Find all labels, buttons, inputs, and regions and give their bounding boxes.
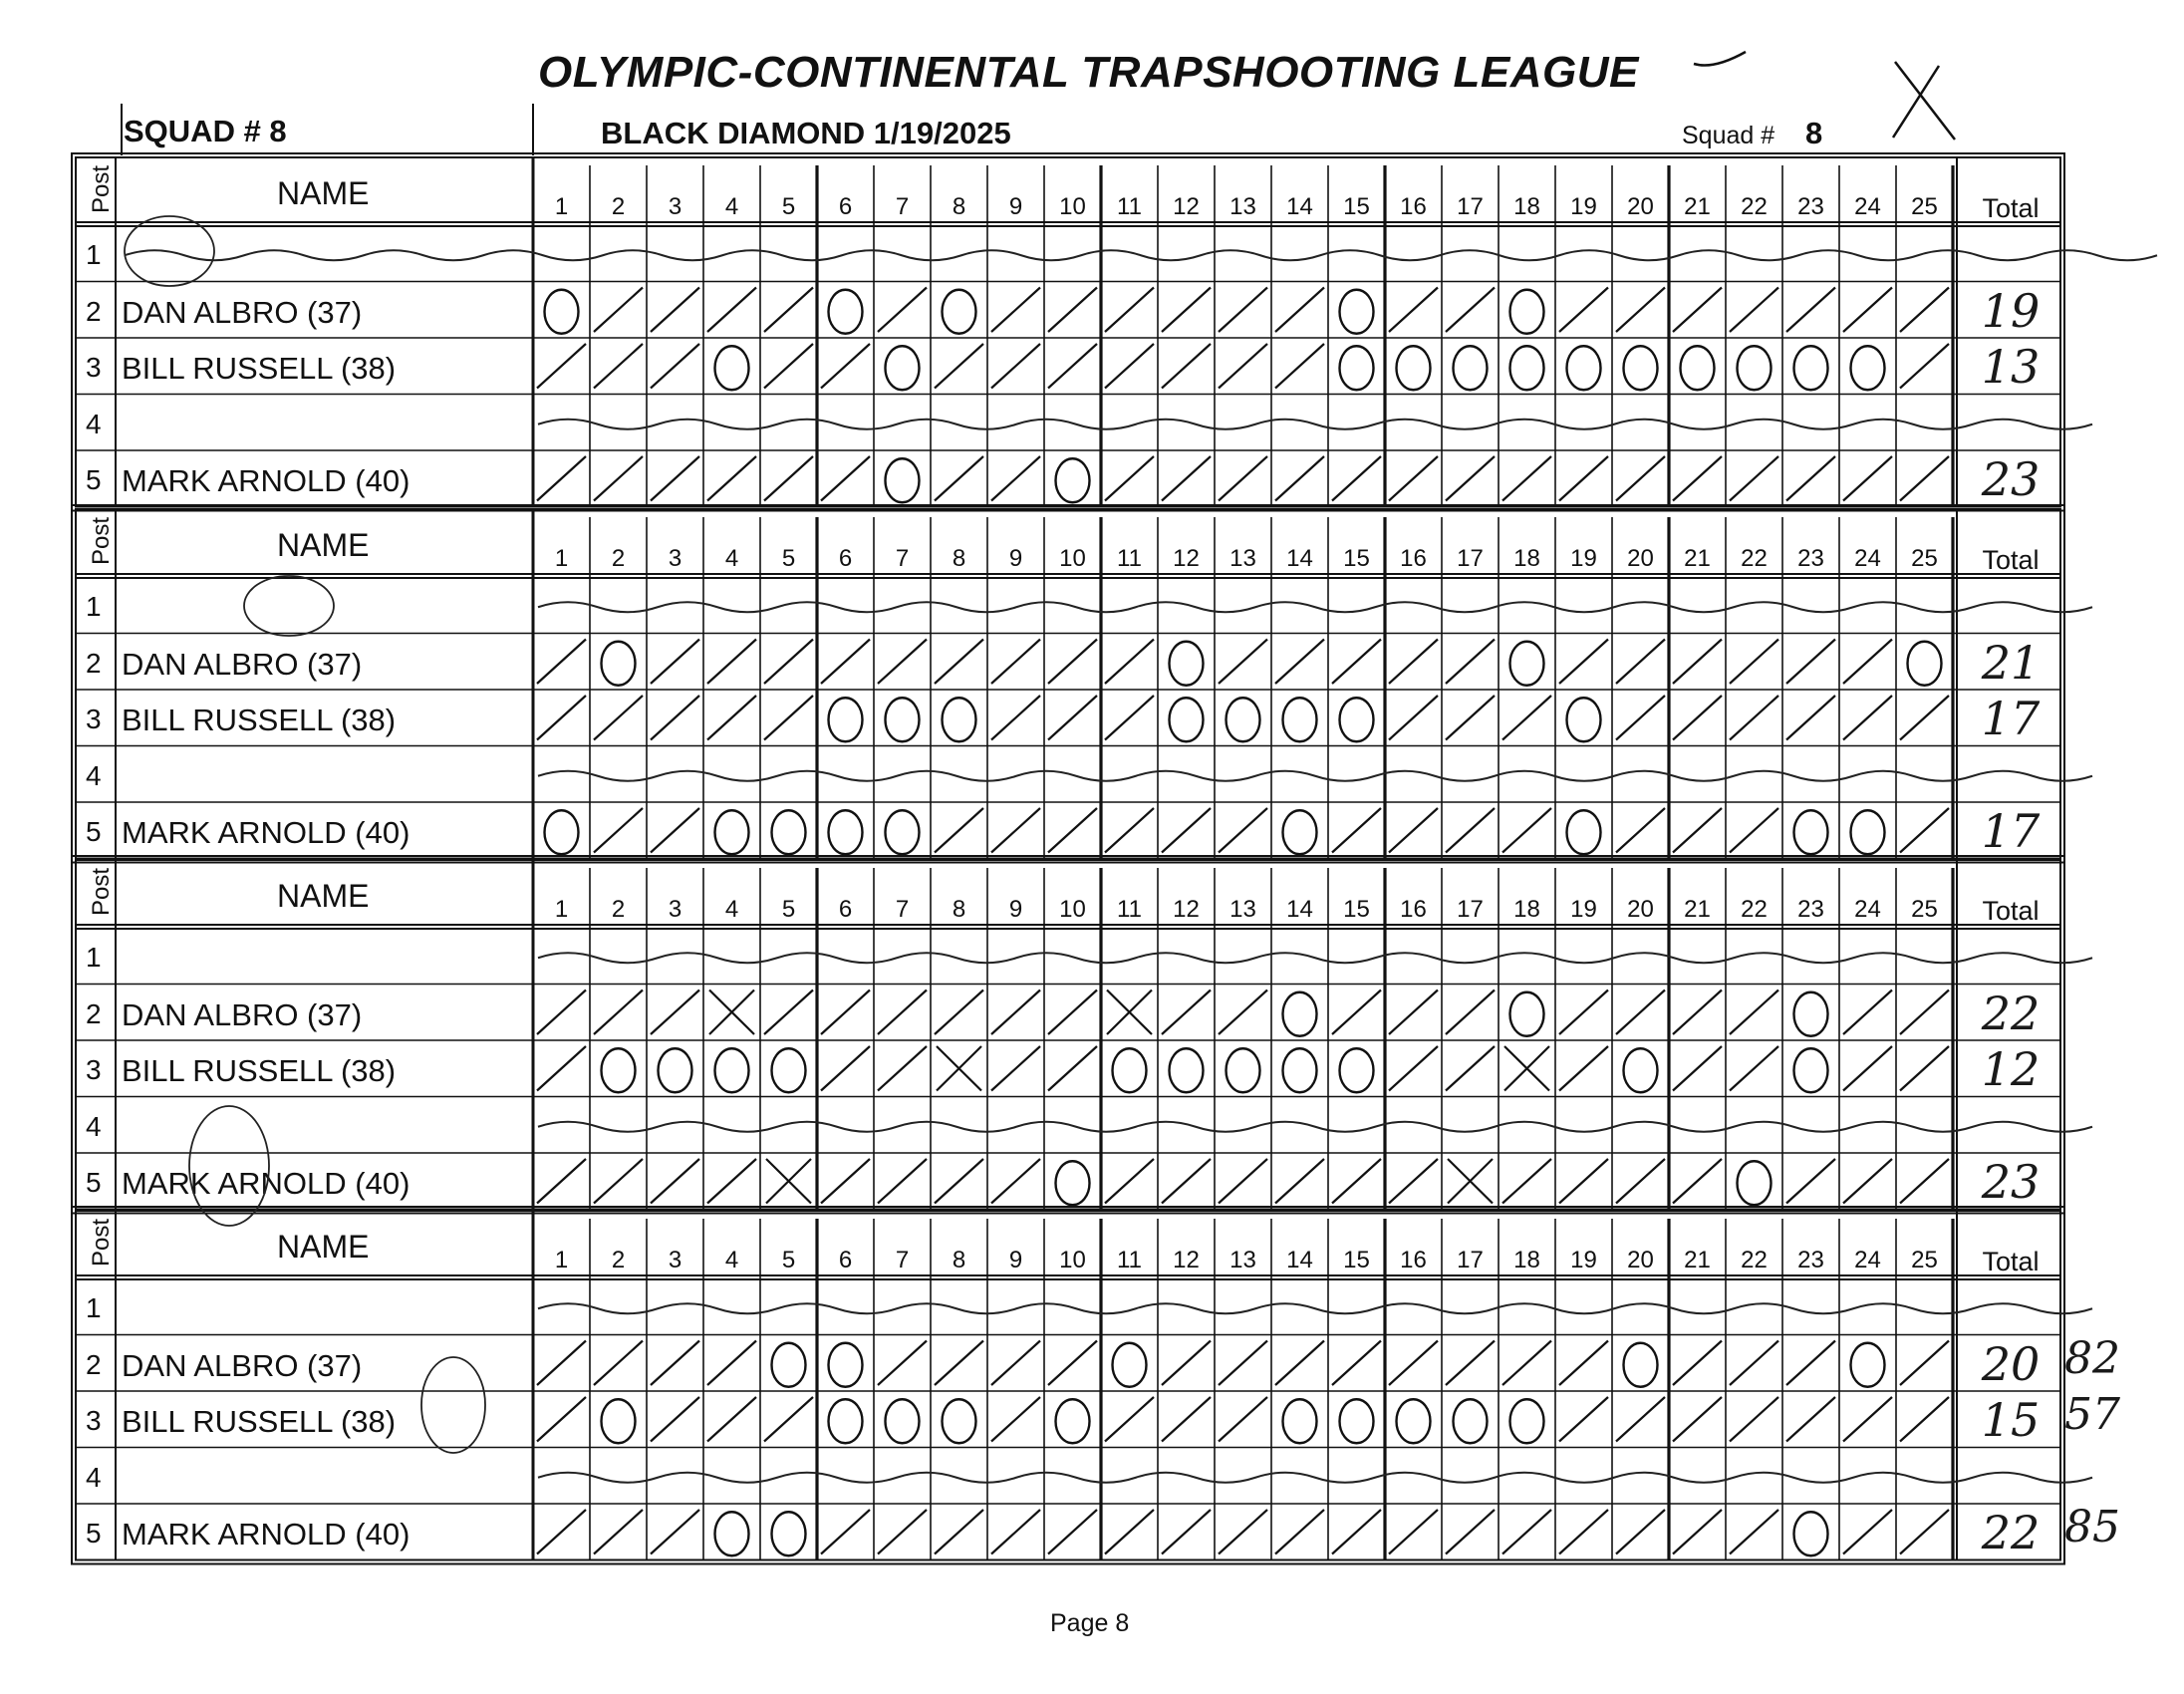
target-number-22: 22: [1741, 545, 1768, 572]
squad-label-left: SQUAD # 8: [124, 114, 287, 148]
target-number-21: 21: [1684, 545, 1711, 572]
post-number: 3: [86, 1405, 102, 1436]
target-number-8: 8: [952, 1247, 966, 1273]
total-header: Total: [1982, 545, 2040, 575]
post-number: 2: [86, 295, 102, 327]
target-number-20: 20: [1627, 545, 1654, 572]
row-total: 21: [1981, 635, 2041, 690]
player-name: DAN ALBRO (37): [122, 646, 363, 682]
target-number-2: 2: [611, 1247, 626, 1273]
target-number-24: 24: [1854, 896, 1881, 923]
row-total: 22: [1981, 1506, 2041, 1559]
post-number: 1: [86, 591, 102, 622]
margin-total: 82: [2064, 1332, 2120, 1384]
player-name: BILL RUSSELL (38): [122, 1053, 397, 1088]
target-number-16: 16: [1400, 1247, 1427, 1273]
target-number-3: 3: [668, 193, 682, 220]
target-number-8: 8: [952, 545, 966, 572]
target-number-3: 3: [668, 896, 682, 923]
target-number-18: 18: [1513, 1247, 1540, 1273]
target-number-4: 4: [724, 545, 739, 572]
target-number-3: 3: [668, 545, 682, 572]
target-number-20: 20: [1627, 1247, 1654, 1273]
post-number: 5: [86, 464, 102, 495]
target-number-15: 15: [1343, 896, 1370, 923]
target-number-18: 18: [1513, 193, 1540, 220]
target-number-5: 5: [781, 1247, 796, 1273]
player-name: MARK ARNOLD (40): [122, 1166, 410, 1201]
event-name-date: BLACK DIAMOND 1/19/2025: [601, 116, 1011, 150]
post-number: 4: [86, 759, 102, 791]
target-number-10: 10: [1059, 193, 1086, 220]
target-number-12: 12: [1173, 1247, 1200, 1273]
post-number: 1: [86, 942, 102, 973]
target-number-21: 21: [1684, 896, 1711, 923]
target-number-22: 22: [1741, 1247, 1768, 1273]
row-total: 23: [1981, 452, 2041, 506]
name-header: NAME: [277, 878, 370, 914]
target-number-25: 25: [1911, 545, 1938, 572]
target-number-9: 9: [1008, 193, 1023, 220]
post-number: 3: [86, 352, 102, 383]
target-number-4: 4: [724, 193, 739, 220]
target-number-12: 12: [1173, 896, 1200, 923]
post-number: 5: [86, 1167, 102, 1198]
target-number-18: 18: [1513, 896, 1540, 923]
target-number-5: 5: [781, 896, 796, 923]
target-number-23: 23: [1797, 1247, 1824, 1273]
target-number-17: 17: [1457, 896, 1484, 923]
target-number-1: 1: [554, 193, 569, 220]
target-number-6: 6: [838, 193, 853, 220]
post-header: Post: [88, 1218, 116, 1268]
row-total: 19: [1981, 283, 2041, 338]
target-number-13: 13: [1229, 896, 1256, 923]
target-number-11: 11: [1117, 896, 1142, 923]
post-number: 5: [86, 816, 102, 847]
target-number-16: 16: [1400, 896, 1427, 923]
target-number-24: 24: [1854, 545, 1881, 572]
target-number-9: 9: [1008, 1247, 1023, 1273]
post-number: 3: [86, 1054, 102, 1085]
row-total: 17: [1981, 804, 2041, 858]
row-total: 22: [1981, 986, 2041, 1040]
target-number-25: 25: [1911, 193, 1938, 220]
target-number-7: 7: [895, 545, 910, 572]
target-number-10: 10: [1059, 896, 1086, 923]
target-number-2: 2: [611, 545, 626, 572]
target-number-12: 12: [1173, 545, 1200, 572]
target-number-16: 16: [1400, 193, 1427, 220]
player-name: DAN ALBRO (37): [122, 996, 363, 1032]
target-number-1: 1: [554, 1247, 569, 1273]
target-number-25: 25: [1911, 896, 1938, 923]
target-number-23: 23: [1797, 545, 1824, 572]
target-number-19: 19: [1570, 545, 1597, 572]
target-number-6: 6: [838, 545, 853, 572]
target-number-14: 14: [1286, 1247, 1313, 1273]
row-total: 20: [1981, 1336, 2041, 1391]
row-total: 15: [1981, 1393, 2041, 1447]
target-number-20: 20: [1627, 193, 1654, 220]
post-header: Post: [88, 867, 116, 917]
squad-label-right: Squad #: [1682, 122, 1775, 149]
post-number: 4: [86, 408, 102, 439]
target-number-23: 23: [1797, 896, 1824, 923]
target-number-3: 3: [668, 1247, 682, 1273]
target-number-21: 21: [1684, 1247, 1711, 1273]
target-number-17: 17: [1457, 193, 1484, 220]
target-number-10: 10: [1059, 545, 1086, 572]
target-number-9: 9: [1008, 896, 1023, 923]
target-number-2: 2: [611, 193, 626, 220]
target-number-19: 19: [1570, 896, 1597, 923]
target-number-2: 2: [611, 896, 626, 923]
total-header: Total: [1982, 193, 2040, 223]
post-number: 5: [86, 1518, 102, 1549]
target-number-22: 22: [1741, 896, 1768, 923]
target-number-13: 13: [1229, 193, 1256, 220]
row-total: 13: [1981, 340, 2041, 394]
target-number-6: 6: [838, 1247, 853, 1273]
player-name: DAN ALBRO (37): [122, 294, 363, 330]
target-number-12: 12: [1173, 193, 1200, 220]
target-number-13: 13: [1229, 1247, 1256, 1273]
target-number-8: 8: [952, 896, 966, 923]
target-number-13: 13: [1229, 545, 1256, 572]
total-header: Total: [1982, 1247, 2040, 1276]
row-total: 23: [1981, 1155, 2041, 1209]
margin-total: 85: [2064, 1502, 2120, 1553]
league-title: OLYMPIC-CONTINENTAL TRAPSHOOTING LEAGUE: [538, 48, 1639, 97]
target-number-7: 7: [895, 1247, 910, 1273]
target-number-1: 1: [554, 896, 569, 923]
target-number-10: 10: [1059, 1247, 1086, 1273]
post-number: 2: [86, 997, 102, 1029]
target-number-8: 8: [952, 193, 966, 220]
target-number-24: 24: [1854, 193, 1881, 220]
target-number-6: 6: [838, 896, 853, 923]
post-number: 1: [86, 239, 102, 270]
player-name: BILL RUSSELL (38): [122, 351, 397, 386]
player-name: MARK ARNOLD (40): [122, 815, 410, 850]
target-number-15: 15: [1343, 1247, 1370, 1273]
target-number-18: 18: [1513, 545, 1540, 572]
post-number: 2: [86, 1348, 102, 1380]
player-name: BILL RUSSELL (38): [122, 703, 397, 737]
target-number-5: 5: [781, 545, 796, 572]
target-number-15: 15: [1343, 193, 1370, 220]
total-header: Total: [1982, 896, 2040, 926]
target-number-23: 23: [1797, 193, 1824, 220]
player-name: DAN ALBRO (37): [122, 1347, 363, 1383]
target-number-20: 20: [1627, 896, 1654, 923]
name-header: NAME: [277, 175, 370, 211]
player-name: MARK ARNOLD (40): [122, 463, 410, 498]
target-number-11: 11: [1117, 1247, 1142, 1273]
target-number-5: 5: [781, 193, 796, 220]
target-number-11: 11: [1117, 545, 1142, 572]
target-number-17: 17: [1457, 1247, 1484, 1273]
target-number-14: 14: [1286, 545, 1313, 572]
margin-total: 57: [2064, 1389, 2120, 1440]
target-number-24: 24: [1854, 1247, 1881, 1273]
target-number-19: 19: [1570, 1247, 1597, 1273]
post-number: 3: [86, 704, 102, 734]
row-total: 17: [1981, 692, 2041, 745]
post-number: 2: [86, 647, 102, 679]
post-number: 4: [86, 1461, 102, 1493]
target-number-15: 15: [1343, 545, 1370, 572]
target-number-4: 4: [724, 1247, 739, 1273]
target-number-25: 25: [1911, 1247, 1938, 1273]
target-number-21: 21: [1684, 193, 1711, 220]
name-header: NAME: [277, 527, 370, 563]
target-number-11: 11: [1117, 193, 1142, 220]
target-number-7: 7: [895, 193, 910, 220]
target-number-4: 4: [724, 896, 739, 923]
target-number-14: 14: [1286, 896, 1313, 923]
player-name: MARK ARNOLD (40): [122, 1517, 410, 1552]
page-footer: Page 8: [1050, 1609, 1130, 1637]
post-number: 1: [86, 1292, 102, 1323]
target-number-14: 14: [1286, 193, 1313, 220]
post-header: Post: [88, 164, 116, 214]
row-total: 12: [1981, 1042, 2041, 1096]
squad-number-right: 8: [1805, 116, 1823, 150]
target-number-22: 22: [1741, 193, 1768, 220]
post-number: 4: [86, 1110, 102, 1142]
target-number-9: 9: [1008, 545, 1023, 572]
target-number-16: 16: [1400, 545, 1427, 572]
player-name: BILL RUSSELL (38): [122, 1404, 397, 1439]
post-header: Post: [88, 516, 116, 566]
target-number-17: 17: [1457, 545, 1484, 572]
name-header: NAME: [277, 1229, 370, 1265]
target-number-1: 1: [554, 545, 569, 572]
target-number-7: 7: [895, 896, 910, 923]
target-number-19: 19: [1570, 193, 1597, 220]
